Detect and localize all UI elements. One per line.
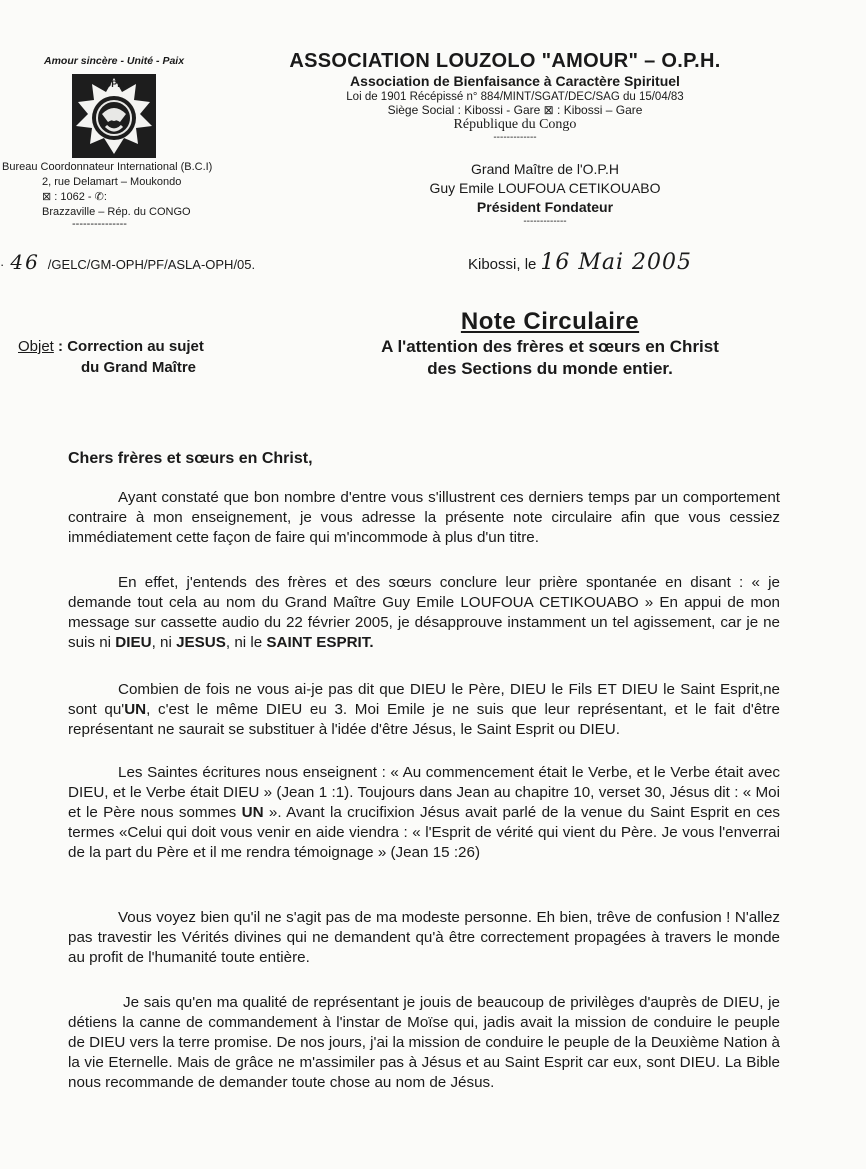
date-line: [468, 250, 692, 275]
grand-master-title: Grand Maître de l'O.P.H: [471, 161, 619, 177]
bureau-address: 2, rue Delamart – Moukondo: [42, 176, 182, 188]
date-handwritten: 16 Mai 2005: [540, 250, 693, 275]
paragraph-5: Vous voyez bien qu'il ne s'agit pas de ma modeste personne. Eh bien, trêve de confusion ! N'allez pas travestir les Vérités divines qui ne demandent qu'à être correctement propagées à travers le monde au profit de l'humanité toute entière.: [68, 909, 780, 966]
header-dashes: -------------: [493, 132, 537, 143]
objet-line2: du Grand Maître: [81, 359, 197, 376]
grand-master-block: [380, 160, 710, 227]
oph-logo: [70, 72, 158, 160]
date-place: Kibossi, le: [468, 256, 537, 273]
objet-line1: : Correction au sujet: [58, 338, 204, 355]
bureau-city: Brazzaville – Rép. du CONGO: [42, 206, 191, 218]
association-header: [270, 50, 760, 143]
objet-label: Objet: [18, 338, 54, 355]
circular-title: [340, 308, 760, 380]
paragraph-4: Les Saintes écritures nous enseignent : « Au commencement était le Verbe, et le Verbe était avec DIEU, et le Verbe était DIEU » (Jean 1 :1). Toujours dans Jean au chapitre 10, verset 30, Jésus dit : « Moi et le Père nous sommes UN ». Avant la crucifixion Jésus avait parlé de la venue du Saint Esprit en ces termes «Celui qui doit vous venir en aide viendra : « l'Esprit de vérité qui vient du Père. Je vous l'enverrai de la part du Père et il me rendra témoignage » (Jean 15 :26): [68, 764, 780, 861]
reference-line: · 46 /GELC/GM-OPH/PF/ASLA-OPH/05.: [0, 250, 256, 274]
reference-number: 46: [10, 250, 40, 274]
motto: Amour sincère - Unité - Paix: [44, 55, 185, 67]
phone-icon: ✆:: [94, 191, 107, 203]
paragraph-6: Je sais qu'en ma qualité de représentant je jouis de beaucoup de privilèges d'auprès de DIEU, je détiens la canne de commandement à l'instar de Moïse qui, jadis avait la mission de conduire le peuple de DIEU vers la terre promise. De nos jours, j'ai la mission de conduire le peuple de la Deuxième Nation à la vie Eternelle. Mais de grâce ne m'assimiler pas à Jésus et au Saint Esprit car eux, sont DIEU. La Bible nous recommande de demander toute chose au nom de Jésus.: [68, 994, 780, 1091]
bureau-name: Bureau Coordonnateur International (B.C.I): [2, 161, 213, 173]
reference-suffix: /GELC/GM-OPH/PF/ASLA-OPH/05.: [47, 257, 256, 272]
paragraph-3: Combien de fois ne vous ai-je pas dit que DIEU le Père, DIEU le Fils ET DIEU le Saint Esprit,ne sont qu'UN, c'est le même DIEU eu 3. Moi Emile je ne suis que leur représentant, et le fait d'être représentant ne saurait se substituer à l'idée d'être Jésus, le Saint Esprit ou DIEU.: [68, 681, 781, 738]
grand-master-role: Président Fondateur: [476, 199, 614, 215]
note-title: Note Circulaire: [460, 308, 640, 335]
note-audience-line1: A l'attention des frères et sœurs en Christ: [381, 337, 719, 356]
association-law: Loi de 1901 Récépissé n° 884/MINT/SGAT/DEC/SAG du 15/04/83: [346, 91, 684, 103]
bureau-postbox: ⊠ : 1062 - ✆:: [42, 191, 107, 203]
bureau-block: [2, 160, 212, 228]
objet-block: [18, 336, 204, 378]
bureau-dashes: ---------------: [72, 218, 127, 230]
paragraph-1: Ayant constaté que bon nombre d'entre vous s'illustrent ces derniers temps par un comportement contraire à mon enseignement, je vous adresse la présente note circulaire afin que vous cessiez immédiatement cette façon de faire qui m'incommode à plus d'un titre.: [68, 489, 780, 546]
association-subtitle: Association de Bienfaisance à Caractère Spirituel: [350, 73, 680, 89]
grand-master-dashes: -------------: [523, 216, 567, 227]
paragraph-2: En effet, j'entends des frères et des sœurs conclure leur prière spontanée en disant : « je demande tout cela au nom du Grand Maître Guy Emile LOUFOUA CETIKOUABO » En appui de mon message sur cassette audio du 22 février 2005, je désapprouve instamment un tel agissement, car je ne suis ni DIEU, ni JESUS, ni le SAINT ESPRIT.: [68, 574, 780, 651]
note-audience-line2: des Sections du monde entier.: [427, 359, 673, 378]
logo-text: OPH: [104, 79, 124, 89]
association-seat: Siège Social : Kibossi - Gare ⊠ : Kibossi – Gare: [387, 103, 643, 117]
greeting: Chers frères et sœurs en Christ,: [68, 450, 313, 467]
association-name: ASSOCIATION LOUZOLO "AMOUR" – O.P.H.: [289, 50, 721, 72]
grand-master-name: Guy Emile LOUFOUA CETIKOUABO: [429, 180, 661, 196]
association-country: République du Congo: [453, 117, 577, 132]
